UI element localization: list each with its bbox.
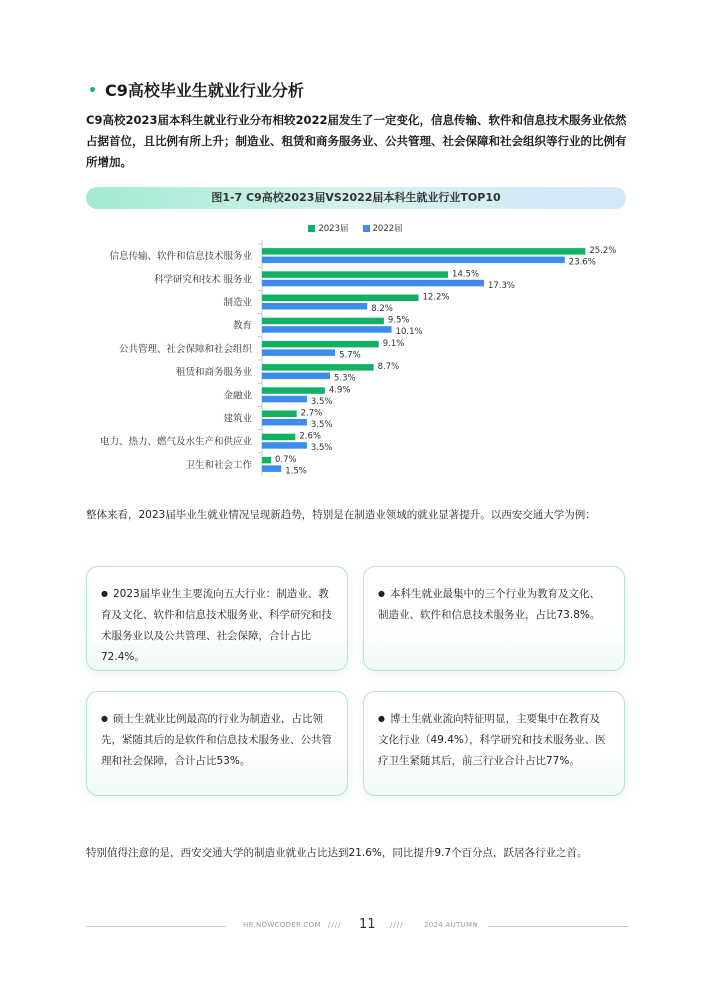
bar-2023 bbox=[262, 411, 297, 418]
info-card-undergrad bbox=[363, 566, 625, 671]
data-label-2022: 5.7% bbox=[339, 350, 361, 361]
data-label-2023: 8.7% bbox=[377, 362, 400, 373]
data-label-2023: 4.9% bbox=[328, 385, 351, 396]
bar-2023 bbox=[262, 295, 419, 302]
info-card-master bbox=[86, 691, 348, 796]
bullet-icon: ● bbox=[101, 589, 108, 598]
legend-swatch-2022 bbox=[363, 225, 370, 232]
data-label-2023: 12.2% bbox=[422, 292, 450, 303]
footer-site: HR.NOWCODER.COM bbox=[243, 921, 321, 929]
page-footer bbox=[0, 918, 711, 934]
bullet-icon: ● bbox=[378, 714, 385, 723]
category-label: 制造业 bbox=[223, 297, 252, 309]
bar-2022 bbox=[262, 303, 367, 310]
category-label: 租赁和商务服务业 bbox=[175, 367, 252, 379]
category-label: 电力、热力、燃气及水生产和供应业 bbox=[99, 436, 252, 448]
footer-season: 2024 AUTUMN bbox=[424, 921, 478, 929]
bar-2023 bbox=[262, 457, 271, 464]
bar-2022 bbox=[262, 419, 307, 426]
data-label-2022: 3.5% bbox=[310, 420, 333, 430]
card-text: 博士生就业流向特征明显，主要集中在教育及文化行业（49.4%），科学研究和技术服务业、医疗卫生紧随其后，前三行业合计占比77%。 bbox=[378, 713, 606, 767]
category-label: 金融业 bbox=[223, 390, 252, 402]
data-label-2023: 9.5% bbox=[387, 315, 410, 326]
bar-2023 bbox=[262, 434, 295, 441]
data-label-2023: 0.7% bbox=[274, 454, 297, 465]
data-label-2022: 5.3% bbox=[334, 373, 356, 384]
note-text: 特别值得注意的是，西安交通大学的制造业就业占比达到21.6%，同比提升9.7个百分点，跃居各行业之首。 bbox=[86, 847, 588, 859]
data-label-2022: 17.3% bbox=[487, 280, 515, 291]
bar-2023 bbox=[262, 364, 374, 371]
intro-paragraph: C9高校2023届本科生就业行业分布相较2022届发生了一定变化，信息传输、软件和信息技术服务业依然占据首位，且比例有所上升；制造业、租赁和商务服务业、公共管理、社会保障和社会组织等行业的比例有所增加。 bbox=[86, 113, 627, 169]
legend-swatch-2023 bbox=[308, 225, 315, 232]
chart-title: 图1-7 C9高校2023届VS2022届本科生就业行业TOP10 bbox=[86, 187, 626, 209]
bullet-dot-icon bbox=[90, 87, 95, 92]
bar-2022 bbox=[262, 257, 565, 264]
info-card-overall bbox=[86, 566, 348, 671]
card-text: 硕士生就业比例最高的行业为制造业，占比领先，紧随其后的是软件和信息技术服务业、公共管理和社会保障，合计占比53%。 bbox=[101, 713, 332, 767]
bar-2022 bbox=[262, 396, 307, 403]
data-label-2022: 10.1% bbox=[395, 327, 423, 338]
category-label: 卫生和社会工作 bbox=[185, 459, 252, 471]
card-text: 本科生就业最集中的三个行业为教育及文化、制造业、软件和信息技术服务业，占比73.8%。 bbox=[378, 588, 601, 621]
chart-legend bbox=[0, 222, 711, 234]
footer-rule-right bbox=[488, 926, 628, 927]
bar-2023 bbox=[262, 341, 379, 348]
data-label-2023: 25.2% bbox=[589, 246, 617, 257]
bar-2023 bbox=[262, 271, 448, 278]
data-label-2023: 2.6% bbox=[299, 431, 321, 442]
card-text: 2023届毕业生主要流向五大行业：制造业、教育及文化、软件和信息技术服务业、科学研究和技术服务业以及公共管理、社会保障，合计占比72.4%。 bbox=[101, 588, 332, 663]
bar-2022 bbox=[262, 442, 307, 449]
summary-text: 整体来看，2023届毕业生就业情况呈现新趋势，特别是在制造业领域的就业显著提升。以西安交通大学为例： bbox=[86, 509, 596, 521]
section-title bbox=[90, 78, 304, 101]
footer-divider-left: //// bbox=[328, 921, 342, 929]
legend-label-2022: 2022届 bbox=[372, 224, 403, 234]
data-label-2022: 3.5% bbox=[310, 443, 333, 454]
footer-rule-left bbox=[86, 926, 226, 927]
data-label-2022: 23.6% bbox=[568, 257, 596, 268]
category-label: 公共管理、社会保障和社会组织 bbox=[118, 343, 252, 355]
section-title-text: C9高校毕业生就业行业分析 bbox=[105, 81, 304, 100]
category-label: 教育 bbox=[232, 320, 252, 332]
legend-item-2023 bbox=[308, 222, 348, 234]
data-label-2023: 14.5% bbox=[452, 269, 480, 280]
data-label-2022: 8.2% bbox=[371, 304, 393, 314]
legend-item-2022 bbox=[363, 222, 403, 234]
bar-2023 bbox=[262, 318, 384, 325]
category-label: 建筑业 bbox=[223, 413, 252, 425]
data-label-2022: 3.5% bbox=[310, 396, 333, 407]
page-number: 11 bbox=[359, 917, 376, 932]
category-label: 信息传输、软件和信息技术服务业 bbox=[109, 251, 252, 263]
bar-2022 bbox=[262, 326, 392, 333]
info-card-phd bbox=[363, 691, 625, 796]
bar-2022 bbox=[262, 280, 484, 287]
bar-2023 bbox=[262, 387, 325, 394]
footer-divider-right: //// bbox=[390, 921, 404, 929]
data-label-2022: 1.5% bbox=[285, 466, 307, 477]
bullet-icon: ● bbox=[378, 589, 385, 598]
bar-2022 bbox=[262, 373, 330, 380]
data-label-2023: 2.7% bbox=[300, 408, 323, 419]
industry-bar-chart bbox=[0, 236, 711, 486]
bar-2022 bbox=[262, 465, 281, 472]
bar-2022 bbox=[262, 349, 335, 356]
bar-2023 bbox=[262, 248, 585, 255]
data-label-2023: 9.1% bbox=[382, 338, 405, 349]
category-label: 科学研究和技术 服务业 bbox=[153, 274, 252, 286]
bullet-icon: ● bbox=[101, 714, 108, 723]
legend-label-2023: 2023届 bbox=[318, 224, 349, 234]
